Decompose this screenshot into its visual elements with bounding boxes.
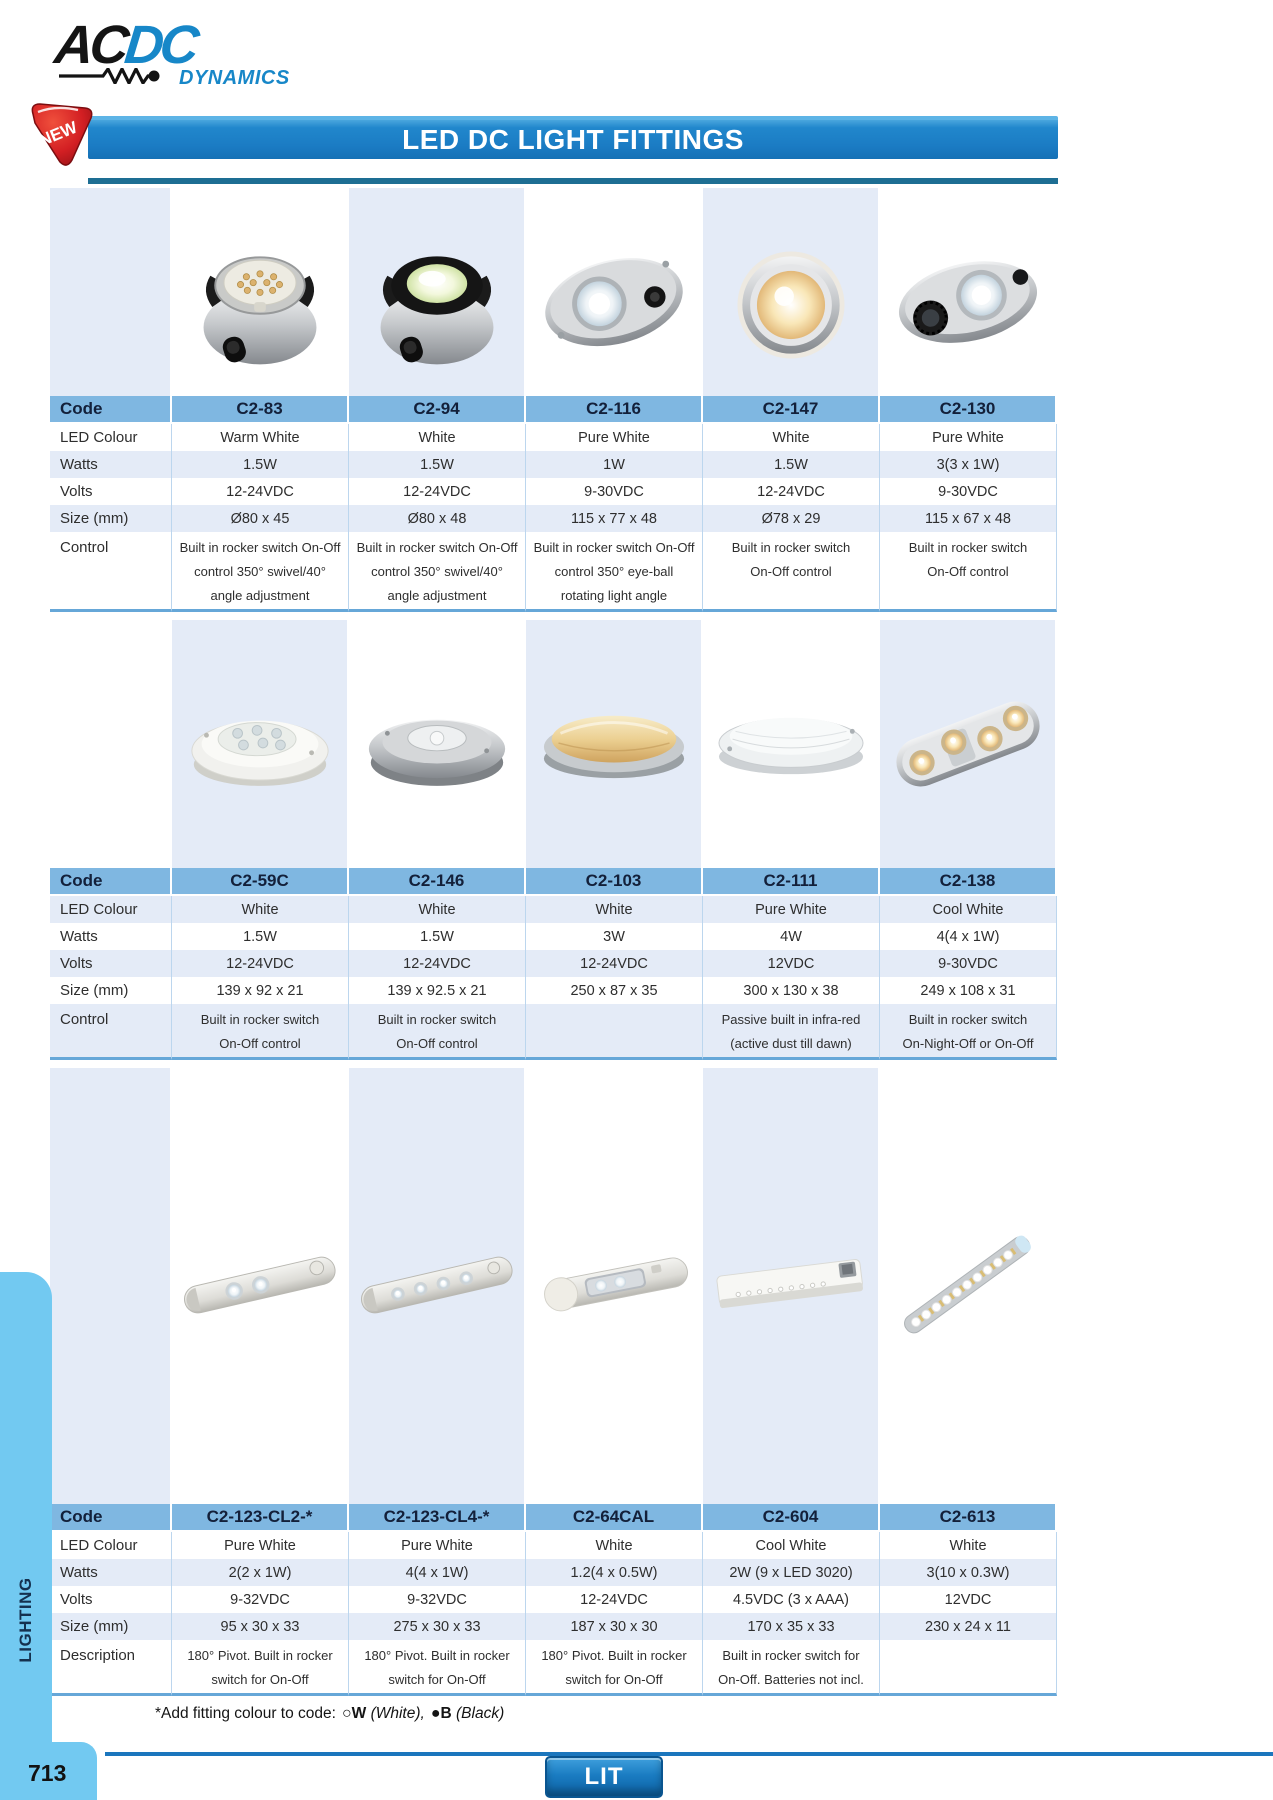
product-code: C2-130 (880, 396, 1057, 424)
product-code: C2-138 (880, 868, 1057, 896)
cell-led-colour: White (349, 424, 526, 451)
product-code: C2-147 (703, 396, 880, 424)
cell-control: Built in rocker switch On-Off control 350° eye-ball rotating light angle (526, 532, 703, 612)
cell-description (880, 1640, 1057, 1696)
cell-description: 180° Pivot. Built in rocker switch for On-Off (172, 1640, 349, 1696)
product-image-cell (349, 188, 526, 396)
cell-led-colour: Pure White (172, 1532, 349, 1559)
cell-watts: 2(2 x 1W) (172, 1559, 349, 1586)
cell-volts: 9-32VDC (172, 1586, 349, 1613)
lit-section-button[interactable] (545, 1756, 663, 1798)
sidebar-tab-lighting[interactable] (0, 1272, 52, 1745)
cell-led-colour: Pure White (526, 424, 703, 451)
product-section-3 (50, 1068, 1057, 1732)
footnote-b: B (440, 1705, 452, 1722)
product-section-1 (50, 188, 1057, 612)
cell-volts: 12-24VDC (172, 478, 349, 505)
product-section-2 (50, 620, 1057, 1060)
product-code: C2-111 (703, 868, 880, 896)
product-image-cell (703, 188, 880, 396)
product-image-cell (526, 620, 703, 868)
image-spacer-cell (50, 188, 172, 396)
image-spacer-cell (50, 620, 172, 868)
cell-size: 95 x 30 x 33 (172, 1613, 349, 1640)
footnote-black-label: (Black) (456, 1705, 505, 1722)
cell-size: 187 x 30 x 30 (526, 1613, 703, 1640)
product-code: C2-64CAL (526, 1504, 703, 1532)
row-label-watts: Watts (50, 1559, 172, 1586)
cell-size: Ø80 x 48 (349, 505, 526, 532)
page-number: 713 (28, 1760, 67, 1786)
row-label-volts: Volts (50, 1586, 172, 1613)
product-code: C2-613 (880, 1504, 1057, 1532)
product-code: C2-123-CL4-* (349, 1504, 526, 1532)
row-label-size: Size (mm) (50, 977, 172, 1004)
cell-led-colour: White (172, 896, 349, 923)
product-image-cell (172, 1068, 349, 1504)
row-label-code: Code (50, 868, 172, 896)
cell-led-colour: Warm White (172, 424, 349, 451)
cell-size: Ø80 x 45 (172, 505, 349, 532)
product-image-cell (880, 188, 1057, 396)
row-label-watts: Watts (50, 451, 172, 478)
cell-control: Built in rocker switch On-Off control (172, 1004, 349, 1060)
new-badge (26, 99, 96, 169)
row-label-control: Control (50, 532, 172, 612)
cell-volts: 12-24VDC (349, 478, 526, 505)
row-label-volts: Volts (50, 950, 172, 977)
lit-section-label: LIT (584, 1763, 624, 1790)
cell-size: 170 x 35 x 33 (703, 1613, 880, 1640)
cell-led-colour: Cool White (880, 896, 1057, 923)
product-image-cell (172, 620, 349, 868)
cell-size: 275 x 30 x 33 (349, 1613, 526, 1640)
cell-size: 139 x 92.5 x 21 (349, 977, 526, 1004)
row-label-watts: Watts (50, 923, 172, 950)
cell-led-colour: White (349, 896, 526, 923)
cell-control: Built in rocker switch On-Off control 350° swivel/40° angle adjustment (349, 532, 526, 612)
cell-control: Built in rocker switch On-Off control 350° swivel/40° angle adjustment (172, 532, 349, 612)
cell-control: Built in rocker switch On-Night-Off or On-Off (880, 1004, 1057, 1060)
cell-description: Built in rocker switch for On-Off. Batteries not incl. (703, 1640, 880, 1696)
product-image-cell (172, 188, 349, 396)
cell-watts: 3(3 x 1W) (880, 451, 1057, 478)
cell-watts: 1W (526, 451, 703, 478)
cell-watts: 4W (703, 923, 880, 950)
cell-watts: 2W (9 x LED 3020) (703, 1559, 880, 1586)
cell-control: Built in rocker switch On-Off control (703, 532, 880, 612)
product-image-cell (349, 620, 526, 868)
cell-size: 115 x 77 x 48 (526, 505, 703, 532)
logo-dc: DC (121, 15, 199, 75)
row-label-control: Control (50, 1004, 172, 1060)
cell-volts: 12VDC (703, 950, 880, 977)
sidebar-tab-label: LIGHTING (16, 1577, 35, 1663)
cell-led-colour: White (526, 896, 703, 923)
page-title: LED DC LIGHT FITTINGS (402, 123, 744, 155)
cell-watts: 1.2(4 x 0.5W) (526, 1559, 703, 1586)
cell-control: Built in rocker switch On-Off control (349, 1004, 526, 1060)
footnote-w: W (351, 1705, 367, 1722)
cell-watts: 1.5W (172, 451, 349, 478)
row-label-size: Size (mm) (50, 1613, 172, 1640)
cell-size: 115 x 67 x 48 (880, 505, 1057, 532)
product-code: C2-94 (349, 396, 526, 424)
product-image-cell (880, 1068, 1057, 1504)
cell-volts: 12-24VDC (349, 950, 526, 977)
footnote-white-label: (White), (370, 1705, 425, 1722)
cell-watts: 3W (526, 923, 703, 950)
cell-watts: 1.5W (349, 451, 526, 478)
white-circle-icon: ○ (341, 1705, 352, 1722)
cell-volts: 12-24VDC (703, 478, 880, 505)
row-label-volts: Volts (50, 478, 172, 505)
row-label-code: Code (50, 396, 172, 424)
new-badge-label: NEW (35, 117, 80, 151)
logo-subtitle: DYNAMICS (179, 67, 290, 89)
cell-size: Ø78 x 29 (703, 505, 880, 532)
cell-led-colour: Pure White (703, 896, 880, 923)
image-spacer-cell (50, 1068, 172, 1504)
product-code: C2-604 (703, 1504, 880, 1532)
cell-watts: 1.5W (703, 451, 880, 478)
row-label-led-colour: LED Colour (50, 424, 172, 451)
cell-led-colour: Cool White (703, 1532, 880, 1559)
footer-divider (105, 1752, 1273, 1756)
cell-description: 180° Pivot. Built in rocker switch for On-Off (349, 1640, 526, 1696)
cell-size: 139 x 92 x 21 (172, 977, 349, 1004)
product-code: C2-116 (526, 396, 703, 424)
cell-volts: 9-30VDC (880, 478, 1057, 505)
cell-watts: 1.5W (349, 923, 526, 950)
cell-volts: 9-30VDC (880, 950, 1057, 977)
product-code: C2-146 (349, 868, 526, 896)
product-image-cell (526, 1068, 703, 1504)
acdc-logo (51, 15, 290, 90)
cell-size: 250 x 87 x 35 (526, 977, 703, 1004)
cell-volts: 12-24VDC (526, 950, 703, 977)
cell-size: 230 x 24 x 11 (880, 1613, 1057, 1640)
product-image-cell (703, 1068, 880, 1504)
page-title-bar (88, 116, 1058, 159)
cell-volts: 4.5VDC (3 x AAA) (703, 1586, 880, 1613)
row-label-code: Code (50, 1504, 172, 1532)
cell-watts: 4(4 x 1W) (349, 1559, 526, 1586)
row-label-led-colour: LED Colour (50, 1532, 172, 1559)
cell-control: Built in rocker switch On-Off control (880, 532, 1057, 612)
title-bar-shadow (88, 178, 1058, 184)
product-image-cell (703, 620, 880, 868)
product-code: C2-83 (172, 396, 349, 424)
product-image-cell (526, 188, 703, 396)
footnote-prefix: *Add fitting colour to code: (155, 1705, 336, 1722)
cell-watts: 1.5W (172, 923, 349, 950)
logo-ac: AC (51, 15, 129, 75)
cell-led-colour: Pure White (880, 424, 1057, 451)
black-circle-icon: ● (430, 1705, 441, 1722)
product-code: C2-59C (172, 868, 349, 896)
cell-led-colour: White (526, 1532, 703, 1559)
product-code: C2-123-CL2-* (172, 1504, 349, 1532)
cell-watts: 3(10 x 0.3W) (880, 1559, 1057, 1586)
cell-size: 300 x 130 x 38 (703, 977, 880, 1004)
cell-led-colour: Pure White (349, 1532, 526, 1559)
cell-description: 180° Pivot. Built in rocker switch for On-Off (526, 1640, 703, 1696)
cell-volts: 9-30VDC (526, 478, 703, 505)
cell-control: Passive built in infra-red (active dust till dawn) (703, 1004, 880, 1060)
cell-led-colour: White (703, 424, 880, 451)
cell-volts: 12VDC (880, 1586, 1057, 1613)
row-label-led-colour: LED Colour (50, 896, 172, 923)
cell-volts: 12-24VDC (172, 950, 349, 977)
cell-volts: 9-32VDC (349, 1586, 526, 1613)
row-label-size: Size (mm) (50, 505, 172, 532)
product-code: C2-103 (526, 868, 703, 896)
product-image-cell (349, 1068, 526, 1504)
cell-watts: 4(4 x 1W) (880, 923, 1057, 950)
row-label-description: Description (50, 1640, 172, 1696)
logo-wordmark (51, 15, 292, 75)
cell-size: 249 x 108 x 31 (880, 977, 1057, 1004)
footnote (50, 1696, 1057, 1732)
cell-control (526, 1004, 703, 1060)
cell-led-colour: White (880, 1532, 1057, 1559)
cell-volts: 12-24VDC (526, 1586, 703, 1613)
product-image-cell (880, 620, 1057, 868)
